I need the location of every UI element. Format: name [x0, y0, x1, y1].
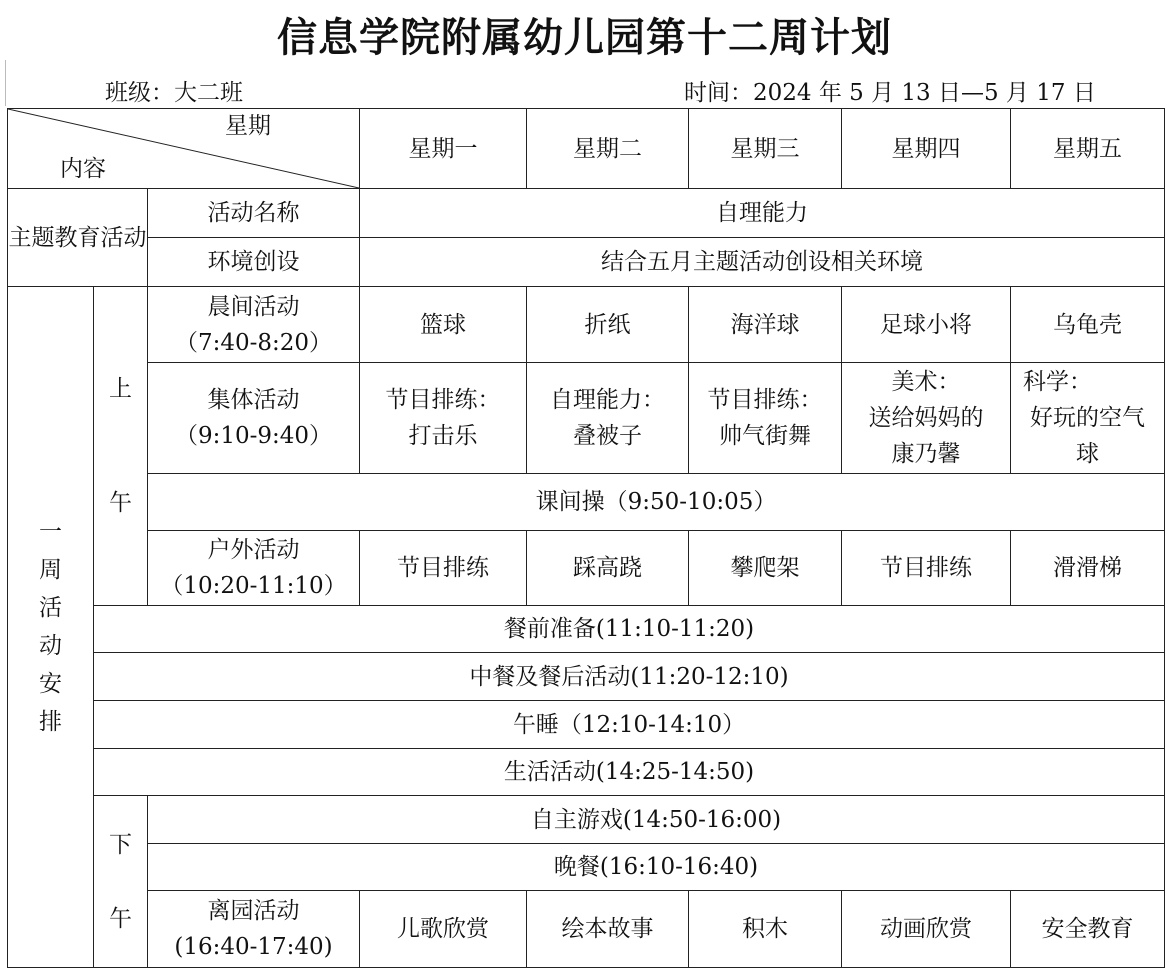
- date-label: 时间：2024 年 5 月 13 日—5 月 17 日: [684, 80, 1096, 106]
- routine-pre-meal: 餐前准备(11:10-11:20): [94, 606, 1165, 653]
- morning-activity-monday: 篮球: [360, 287, 527, 363]
- routine-nap: 午睡（12:10-14:10）: [94, 701, 1165, 749]
- environment-label: 环境创设: [148, 238, 360, 287]
- morning-activity-tuesday: 折纸: [527, 287, 689, 363]
- leave-activity-row: [8, 891, 1165, 968]
- week-schedule-label: 一 周 活 动 安 排: [8, 287, 94, 968]
- break-exercise: 课间操（9:50-10:05）: [148, 474, 1165, 531]
- morning-activity-friday: 乌龟壳: [1011, 287, 1165, 363]
- routine-row: [8, 653, 1165, 701]
- header-row: [8, 109, 1165, 189]
- margin-mark: [5, 60, 6, 106]
- environment-value: 结合五月主题活动创设相关环境: [360, 238, 1165, 287]
- group-activity-name: 集体活动 （9:10-9:40）: [148, 363, 360, 474]
- routine-life-activity: 生活活动(14:25-14:50): [94, 749, 1165, 796]
- morning-activity-thursday: 足球小将: [842, 287, 1011, 363]
- routine-row: [8, 701, 1165, 749]
- group-activity-row: [8, 363, 1165, 474]
- outdoor-activity-monday: 节目排练: [360, 531, 527, 606]
- dinner: 晚餐(16:10-16:40): [148, 844, 1165, 891]
- morning-activity-name: 晨间活动 （7:40-8:20）: [148, 287, 360, 363]
- morning-activity-wednesday: 海洋球: [689, 287, 842, 363]
- theme-label: 主题教育活动: [8, 189, 148, 287]
- group-activity-monday: 节目排练： 打击乐: [360, 363, 527, 474]
- routine-row: [8, 749, 1165, 796]
- activity-name-value: 自理能力: [360, 189, 1165, 238]
- routine-lunch: 中餐及餐后活动(11:20-12:10): [94, 653, 1165, 701]
- weekly-plan-table: [7, 108, 1165, 968]
- class-label: 班级：大二班: [105, 80, 243, 106]
- leave-activity-name: 离园活动 (16:40-17:40): [148, 891, 360, 968]
- morning-label: 上 午: [94, 287, 148, 606]
- leave-activity-thursday: 动画欣赏: [842, 891, 1011, 968]
- day-header-thursday: 星期四: [842, 109, 1011, 189]
- day-header-tuesday: 星期二: [527, 109, 689, 189]
- leave-activity-tuesday: 绘本故事: [527, 891, 689, 968]
- theme-row-environment: [8, 238, 1165, 287]
- outdoor-activity-thursday: 节目排练: [842, 531, 1011, 606]
- diagonal-top-label: 星期: [225, 113, 271, 139]
- break-exercise-row: [8, 474, 1165, 531]
- afternoon-label: 下 午: [94, 796, 148, 968]
- routine-row: [8, 606, 1165, 653]
- outdoor-activity-wednesday: 攀爬架: [689, 531, 842, 606]
- day-header-friday: 星期五: [1011, 109, 1165, 189]
- group-activity-friday: 科学： 好玩的空气 球: [1011, 363, 1165, 474]
- leave-activity-monday: 儿歌欣赏: [360, 891, 527, 968]
- outdoor-activity-name: 户外活动 （10:20-11:10）: [148, 531, 360, 606]
- day-header-wednesday: 星期三: [689, 109, 842, 189]
- page-title: 信息学院附属幼儿园第十二周计划: [277, 15, 892, 61]
- group-activity-tuesday: 自理能力： 叠被子: [527, 363, 689, 474]
- leave-activity-friday: 安全教育: [1011, 891, 1165, 968]
- afternoon-row: [8, 796, 1165, 844]
- diagonal-bottom-label: 内容: [60, 156, 106, 182]
- activity-name-label: 活动名称: [148, 189, 360, 238]
- morning-activity-row: [8, 287, 1165, 363]
- afternoon-row: [8, 844, 1165, 891]
- group-activity-thursday: 美术： 送给妈妈的 康乃馨: [842, 363, 1011, 474]
- day-header-monday: 星期一: [360, 109, 527, 189]
- outdoor-activity-row: [8, 531, 1165, 606]
- diagonal-header-cell: [8, 109, 360, 189]
- free-play: 自主游戏(14:50-16:00): [148, 796, 1165, 844]
- leave-activity-wednesday: 积木: [689, 891, 842, 968]
- group-activity-wednesday: 节目排练： 帅气街舞: [689, 363, 842, 474]
- outdoor-activity-tuesday: 踩高跷: [527, 531, 689, 606]
- outdoor-activity-friday: 滑滑梯: [1011, 531, 1165, 606]
- theme-row-name: [8, 189, 1165, 238]
